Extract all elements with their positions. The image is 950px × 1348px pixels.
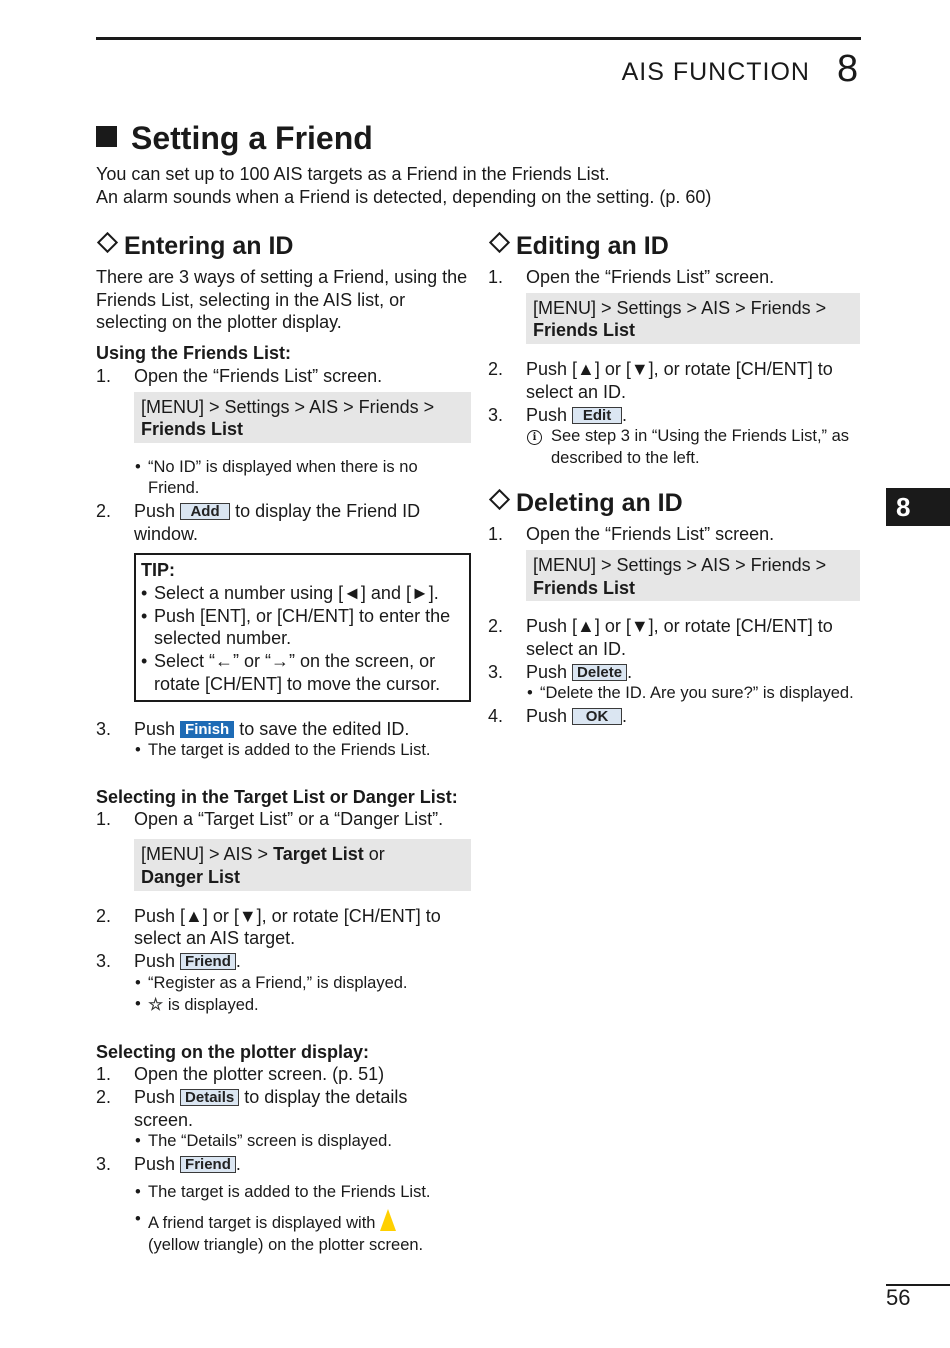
chapter-number: 8 bbox=[837, 48, 859, 90]
step: 2. Push Details to display the details screen. bbox=[96, 1087, 408, 1130]
step: 2. Push [▲] or [▼], or rotate [CH/ENT] to select an ID. bbox=[488, 616, 833, 660]
diamond-icon bbox=[489, 232, 510, 253]
section-title bbox=[96, 120, 373, 157]
diamond-icon bbox=[97, 232, 118, 253]
delete-key: Delete bbox=[572, 664, 627, 681]
step: 3. Push Finish to save the edited ID. bbox=[96, 718, 410, 739]
bullet: • “Register as a Friend,” is displayed. bbox=[135, 973, 408, 992]
bullet: • “No ID” is displayed when there is no Friend. bbox=[135, 457, 418, 498]
section-title-text: Setting a Friend bbox=[131, 120, 373, 156]
step: 3. Push Friend . bbox=[96, 950, 241, 971]
step: 2. Push [▲] or [▼], or rotate [CH/ENT] to select an AIS target. bbox=[96, 905, 441, 949]
star-icon: ☆ bbox=[148, 995, 164, 1015]
menu-path: [MENU] > AIS > Target List or Danger List bbox=[134, 839, 471, 890]
step: 1. Open the “Friends List” screen. bbox=[488, 267, 775, 287]
ok-key: OK bbox=[572, 708, 622, 725]
deleting-title: Deleting an ID bbox=[488, 487, 860, 519]
left-column bbox=[96, 230, 471, 1256]
entering-title: Entering an ID bbox=[96, 230, 471, 262]
chapter-title: AIS FUNCTION bbox=[621, 58, 810, 86]
step: 1. Open the “Friends List” screen. bbox=[488, 524, 775, 545]
info-note: i See step 3 in “Using the Friends List,” as described to the left. bbox=[526, 426, 860, 469]
bullet: • A friend target is displayed with (yellow triangle) on the plotter screen. bbox=[135, 1210, 424, 1254]
bullet: • The “Details” screen is displayed. bbox=[135, 1132, 392, 1151]
step: 4. Push OK . bbox=[488, 705, 628, 726]
bullet: • The target is added to the Friends List. bbox=[135, 741, 431, 760]
page-number: 56 bbox=[886, 1285, 911, 1310]
header-rule bbox=[96, 37, 861, 40]
step: 2. Push Add to display the Friend ID window. bbox=[96, 500, 421, 544]
bullet: • The target is added to the Friends List. bbox=[135, 1182, 431, 1201]
section-intro bbox=[96, 163, 711, 209]
info-icon: i bbox=[527, 430, 542, 445]
editing-title: Editing an ID bbox=[488, 230, 860, 262]
bullet: • ☆ is displayed. bbox=[135, 995, 259, 1015]
details-key: Details bbox=[180, 1089, 239, 1106]
tip-item: • Push [ENT], or [CH/ENT] to enter the selected number. bbox=[141, 605, 451, 649]
friend-key: Friend bbox=[180, 953, 236, 970]
black-square-icon bbox=[96, 126, 117, 147]
step: 1. Open the “Friends List” screen. bbox=[96, 365, 383, 386]
chapter-tab: 8 bbox=[886, 488, 950, 526]
diamond-icon bbox=[489, 489, 510, 510]
tip-item: • Select “←” or “→” on the screen, or rotate [CH/ENT] to move the cursor. bbox=[141, 651, 441, 694]
step: 2. Push [▲] or [▼], or rotate [CH/ENT] to select an ID. bbox=[488, 359, 833, 402]
entering-intro: There are 3 ways of setting a Friend, using the Friends List, selecting in the AIS list, or selecting on the plotter display. bbox=[96, 267, 468, 333]
add-key: Add bbox=[180, 503, 230, 520]
target-list-lead: Selecting in the Target List or Danger List: bbox=[96, 786, 458, 807]
menu-path: [MENU] > Settings > AIS > Friends > Friends List bbox=[134, 392, 471, 443]
step: 3. Push Friend . bbox=[96, 1153, 241, 1174]
bullet: • “Delete the ID. Are you sure?” is displayed. bbox=[527, 684, 854, 703]
step: 3. Push Edit . bbox=[488, 404, 628, 425]
step: 3. Push Delete . bbox=[488, 661, 633, 682]
edit-key: Edit bbox=[572, 407, 622, 424]
menu-path: [MENU] > Settings > AIS > Friends > Friends List bbox=[526, 550, 860, 601]
right-column bbox=[488, 230, 860, 728]
tip-box: TIP: • Select a number using [◄] and [►]. • Push [ENT], or [CH/ENT] to enter the selected number. • Select “←” or “→” on the screen, or rotate [CH/ENT] to move the cursor. bbox=[134, 553, 471, 701]
intro-line: An alarm sounds when a Friend is detected, depending on the setting. (p. 60) bbox=[96, 187, 712, 207]
intro-line: You can set up to 100 AIS targets as a Friend in the Friends List. bbox=[96, 164, 610, 184]
friend-key: Friend bbox=[180, 1156, 236, 1173]
step: 1. Open the plotter screen. (p. 51) bbox=[96, 1064, 385, 1085]
friends-list-lead: Using the Friends List: bbox=[96, 343, 292, 364]
finish-key: Finish bbox=[180, 721, 234, 738]
plotter-lead: Selecting on the plotter display: bbox=[96, 1041, 370, 1062]
tip-item: • Select a number using [◄] and [►]. bbox=[141, 583, 439, 604]
step: 1. Open a “Target List” or a “Danger List”. bbox=[96, 809, 444, 830]
yellow-triangle-icon bbox=[380, 1209, 396, 1231]
menu-path: [MENU] > Settings > AIS > Friends > Friends List bbox=[526, 293, 860, 344]
